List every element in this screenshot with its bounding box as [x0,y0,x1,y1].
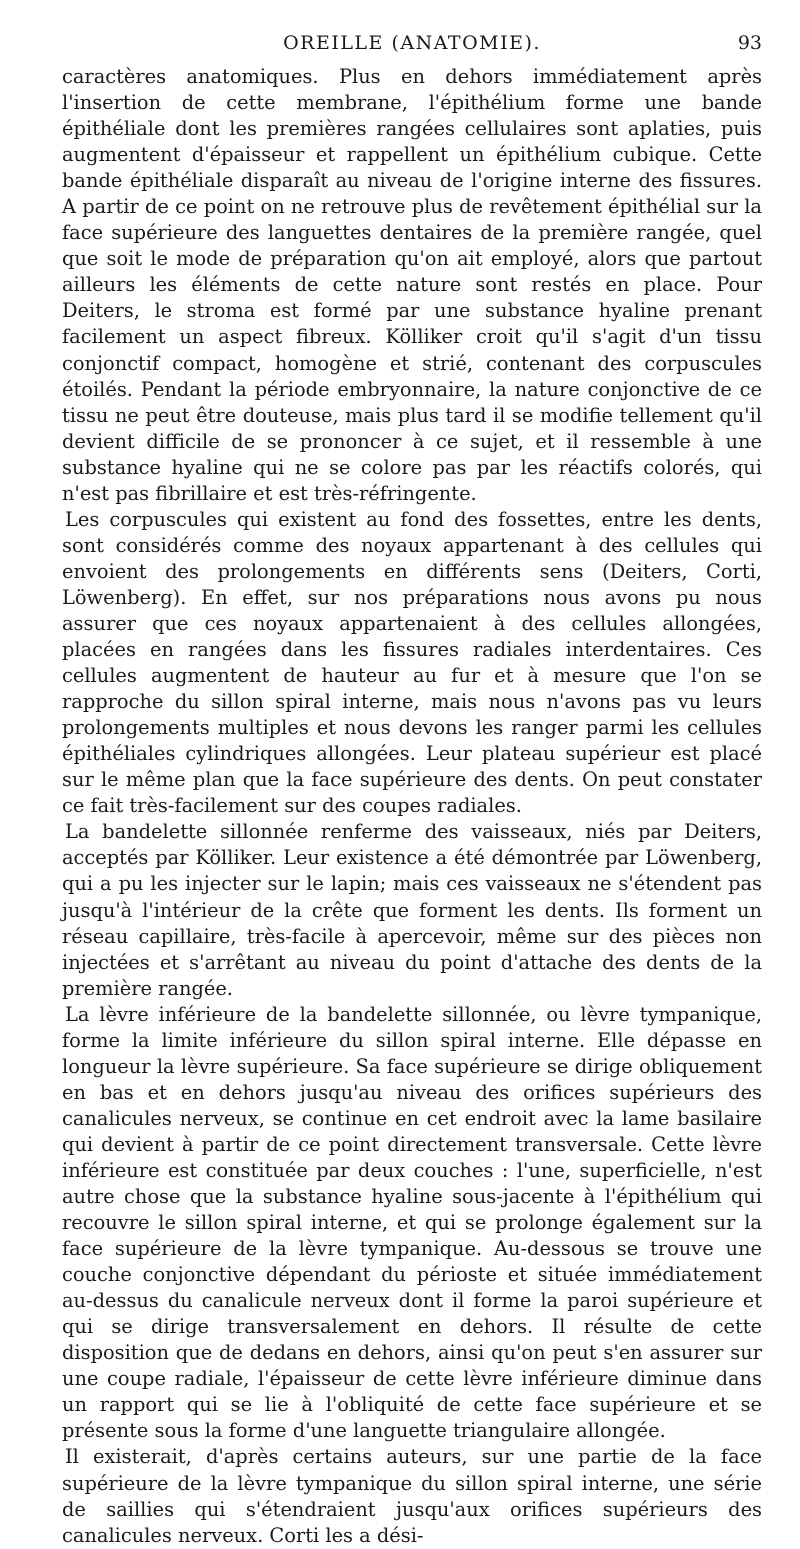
page-number: 93 [737,32,762,54]
running-header [62,30,762,64]
body-text [62,64,762,1549]
paragraph-5: Il existerait, d'après certains auteurs, sur une partie de la face supérieure de la lèvre tympanique du sillon spiral interne, une série de saillies qui s'étendraient jusqu'aux orifices supérieurs des canalicules nerveux. Corti les a dési- [62,1445,762,1547]
paragraph-3: La bandelette sillonnée renferme des vaisseaux, niés par Deiters, acceptés par Kölliker. Leur existence a été démontrée par Löwenberg, qui a pu les injecter sur le lapin; mais ces vaisseaux ne s'étendent pas jusqu'à l'intérieur de la crête que forment les dents. Ils forment un réseau capillaire, très-facile à apercevoir, même sur des pièces non injectées et s'arrêtant au niveau du point d'attache des dents de la première rangée. [62,820,762,1000]
paragraph-2: Les corpuscules qui existent au fond des fossettes, entre les dents, sont considérés comme des noyaux appartenant à des cellules qui envoient des prolongements en différents sens (Deiters, Corti, Löwenberg). En effet, sur nos préparations nous avons pu nous assurer que ces noyaux appartenaient à des cellules allongées, placées en rangées dans les fissures radiales interdentaires. Ces cellules augmentent de hauteur au fur et à mesure que l'on se rapproche du sillon spiral interne, mais nous n'avons pas vu leurs prolongements multiples et nous devons les ranger parmi les cellules épithéliales cylindriques allongées. Leur plateau supérieur est placé sur le même plan que la face supérieure des dents. On peut constater ce fait très-facilement sur des coupes radiales. [62,507,762,818]
running-title: OREILLE (ANATOMIE). [283,32,541,54]
paragraph-1: caractères anatomiques. Plus en dehors immédiatement après l'insertion de cette membrane, l'épithélium forme une bande épithéliale dont les premières rangées cellulaires sont aplaties, puis augmentent d'épaisseur et rappellent un épithélium cubique. Cette bande épithéliale disparaît au niveau de l'origine interne des fissures. A partir de ce point on ne retrouve plus de revêtement épithélial sur la face supérieure des languettes dentaires de la première rangée, quel que soit le mode de préparation qu'on ait employé, alors que partout ailleurs les éléments de cette nature sont restés en place. Pour Deiters, le stroma est formé par une substance hyaline prenant facilement un aspect fibreux. Kölliker croit qu'il s'agit d'un tissu conjonctif compact, homogène et strié, contenant des corpuscules étoilés. Pendant la période embryonnaire, la nature conjonctive de ce tissu ne peut être douteuse, mais plus tard il se modifie tellement qu'il devient difficile de se prononcer à ce sujet, et il ressemble à une substance hyaline qui ne se colore pas par les réactifs colorés, qui n'est pas fibrillaire et est très-réfringente. [62,65,762,505]
paragraph-4: La lèvre inférieure de la bandelette sillonnée, ou lèvre tympanique, forme la limite inférieure du sillon spiral interne. Elle dépasse en longueur la lèvre supérieure. Sa face supérieure se dirige obliquement en bas et en dehors jusqu'au niveau des orifices supérieurs des canalicules nerveux, se continue en cet endroit avec la lame basilaire qui devient à partir de ce point directement transversale. Cette lèvre inférieure est constituée par deux couches : l'une, superficielle, n'est autre chose que la substance hyaline sous-jacente à l'épithélium qui recouvre le sillon spiral interne, et qui se prolonge également sur la face supérieure de la lèvre tympanique. Au-dessous se trouve une couche conjonctive dépendant du périoste et située immédiatement au-dessus du canalicule nerveux dont il forme la paroi supérieure et qui se dirige transversalement en dehors. Il résulte de cette disposition que de dedans en dehors, ainsi qu'on peut s'en assurer sur une coupe radiale, l'épaisseur de cette lèvre inférieure diminue dans un rapport qui se lie à l'obliquité de cette face supérieure et se présente sous la forme d'une languette triangulaire allongée. [62,1002,762,1443]
